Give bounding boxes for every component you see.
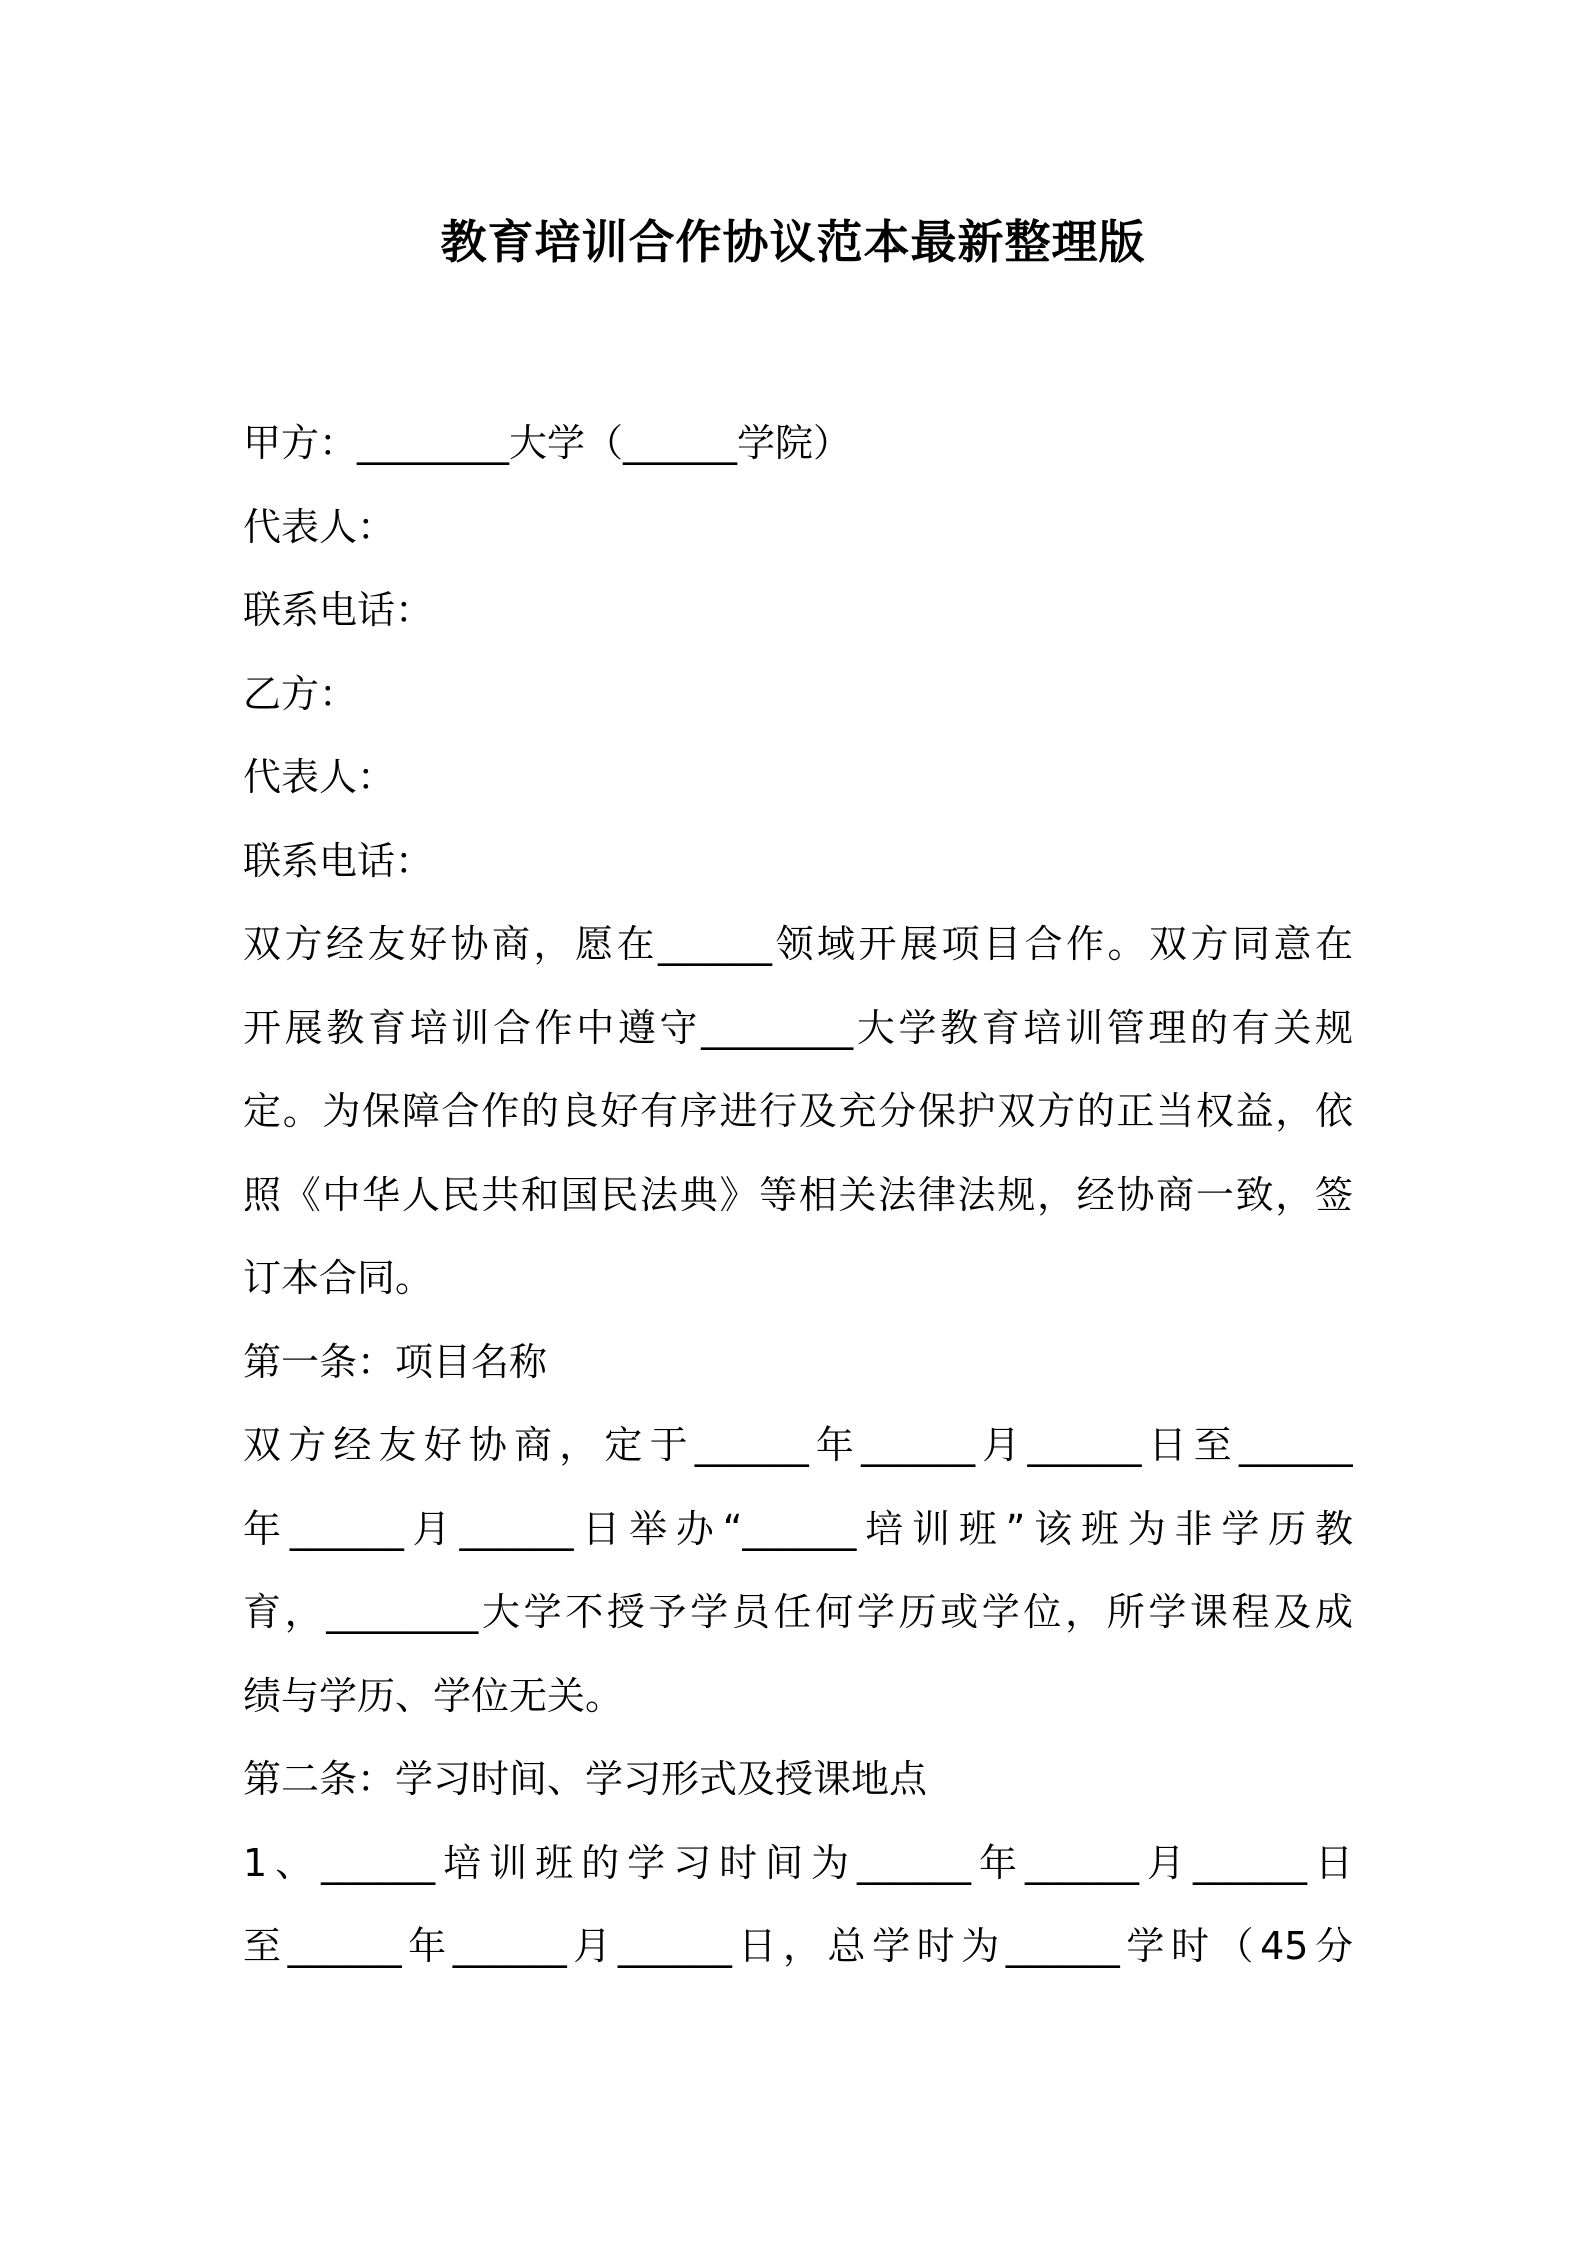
document-title: 教育培训合作协议范本最新整理版 (440, 215, 1146, 269)
article-1-line-4: 绩与学历、学位无关。 (243, 1673, 624, 1718)
party-a-phone: 联系电话： (243, 588, 434, 632)
document-body (243, 402, 1353, 1989)
article-1-line-2: 年______月______日举办“______培训班”该班为非学历教 (243, 1506, 1353, 1551)
party-b-phone: 联系电话： (243, 838, 434, 883)
preamble-line-1: 双方经友好协商，愿在______领域开展项目合作。双方同意在 (243, 922, 1353, 966)
party-a-line: 甲方：________大学（______学院） (243, 421, 852, 465)
article-1-line-1: 双方经友好协商，定于______年______月______日至______ (243, 1423, 1353, 1467)
party-a-representative: 代表人： (243, 504, 396, 549)
article-2-heading: 第二条：学习时间、学习形式及授课地点 (243, 1757, 928, 1801)
preamble-line-4: 照《中华人民共和国民法典》等相关法律法规，经协商一致，签 (243, 1172, 1353, 1217)
preamble-line-2: 开展教育培训合作中遵守________大学教育培训管理的有关规 (243, 1005, 1353, 1050)
article-1-heading: 第一条：项目名称 (243, 1339, 548, 1384)
preamble-line-3: 定。为保障合作的良好有序进行及充分保护双方的正当权益，依 (243, 1089, 1353, 1133)
article-2-line-2: 至______年______月______日，总学时为______学时（45分 (243, 1924, 1353, 1968)
party-b-representative: 代表人： (243, 755, 396, 799)
article-2-line-1: 1、______培训班的学习时间为______年______月______日 (243, 1840, 1353, 1885)
preamble-line-5: 订本合同。 (243, 1256, 434, 1300)
party-b-line: 乙方： (243, 671, 358, 716)
article-1-line-3: 育，________大学不授予学员任何学历或学位，所学课程及成 (243, 1590, 1353, 1634)
